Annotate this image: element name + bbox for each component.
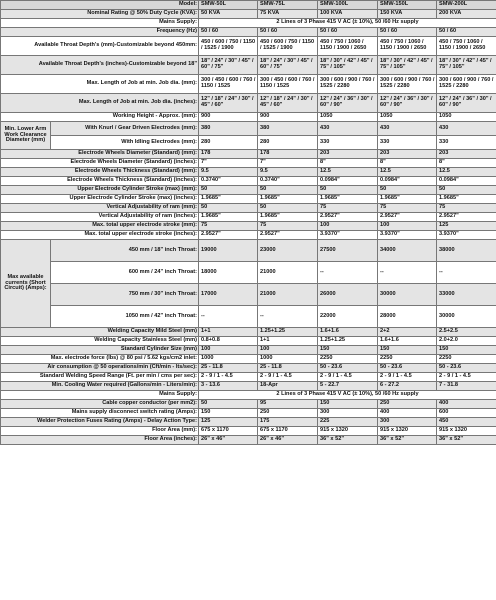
row-value: 50 - 23.6 [378,364,437,373]
spec-row [1,37,496,56]
row-value: 75 [318,204,378,213]
row-value: 8" [437,159,496,168]
row-group-label: Min. Lower Arm Work Clearance Diameter (mm) [1,122,51,150]
row-label: Max. Length of Job at min. Job dia. (mm): [1,75,199,94]
spec-row [1,240,496,262]
spec-row [1,195,496,204]
row-label: Welding Capacity Stainless Steel (mm) [1,337,199,346]
row-value: 2 - 9 / 1 - 4.5 [437,373,496,382]
row-value: 30000 [378,284,437,306]
row-value: 50 / 60 [378,28,437,37]
header-row [1,1,496,10]
row-value: 50 [318,186,378,195]
row-value: 27500 [318,240,378,262]
row-value: 2250 [437,355,496,364]
row-value: 203 [318,150,378,159]
spec-row [1,75,496,94]
row-value: 150 [437,346,496,355]
row-value: 34000 [378,240,437,262]
row-value: 75 [258,222,318,231]
row-value: 915 x 1320 [378,427,437,436]
row-label: With Knurl / Gear Driven Electrodes (mm): [51,122,199,136]
row-value: 1000 [199,355,258,364]
spec-row [1,204,496,213]
row-value: 380 [199,122,258,136]
row-value: 203 [437,150,496,159]
row-value: 203 [378,150,437,159]
row-value: 100 [258,346,318,355]
row-value: 12.5 [318,168,378,177]
row-value: 2.9527" [378,213,437,222]
row-value: 50 [199,204,258,213]
spec-row [1,231,496,240]
row-value: 2.5+2.5 [437,328,496,337]
row-value: 9.5 [199,168,258,177]
row-value: 300 / 600 / 900 / 760 / 1525 / 2280 [437,75,496,94]
row-value: 2.9527" [199,231,258,240]
spec-row [1,328,496,337]
row-value: 380 [258,122,318,136]
row-value: 450 / 750 / 1060 / 1150 / 1900 / 2650 [318,37,378,56]
row-value: 2250 [318,355,378,364]
row-value: 2 - 9 / 1 - 4.5 [258,373,318,382]
row-value: 600 [437,409,496,418]
row-value: 1.9685" [258,195,318,204]
row-value: 200 KVA [437,10,496,19]
spec-row [1,222,496,231]
row-value: 8" [318,159,378,168]
row-value: 280 [258,136,318,150]
row-value: 1.25+1.25 [258,328,318,337]
row-value: 75 [378,204,437,213]
row-value: 36" x 52" [318,436,378,445]
row-value: 2 - 9 / 1 - 4.5 [199,373,258,382]
row-value: 18000 [199,262,258,284]
spec-row [1,355,496,364]
row-value: 1050 [378,113,437,122]
row-value: 150 [199,409,258,418]
spec-row [1,159,496,168]
row-label: Mains Supply: [1,391,199,400]
row-value: 25 - 11.8 [199,364,258,373]
spec-row [1,150,496,159]
row-value: 50 [378,186,437,195]
model-name: SMW-50L [199,1,258,10]
row-value: 33000 [437,284,496,306]
row-label: Welder Protection Fuses Rating (Amps) - Delay Action Type: [1,418,199,427]
spec-row [1,382,496,391]
row-group-label: Max available currents (Short Circuit) (Amps): [1,240,51,328]
row-value: 0.3740" [258,177,318,186]
spec-row [1,10,496,19]
row-value: 330 [437,136,496,150]
row-value: 95 [258,400,318,409]
spec-row [1,373,496,382]
row-value: 175 [258,418,318,427]
row-value: 280 [199,136,258,150]
row-value: 1.6+1.6 [318,328,378,337]
row-value: 1050 [437,113,496,122]
row-value: 0.8+0.8 [199,337,258,346]
row-value: 300 / 600 / 900 / 760 / 1525 / 2280 [318,75,378,94]
row-value: 50 / 60 [437,28,496,37]
row-value: 28000 [378,306,437,328]
row-label: Frequency (Hz) [1,28,199,37]
spec-row [1,337,496,346]
row-value: 12" / 18" / 24" / 30" / 45" / 60" [199,94,258,113]
spec-row [1,427,496,436]
row-value: 75 [437,204,496,213]
row-label: Working Height - Approx. (mm): [1,113,199,122]
row-label: Vertical Adjustability of ram (mm): [1,204,199,213]
row-value: 178 [199,150,258,159]
row-value: 2.0+2.0 [437,337,496,346]
spec-row [1,409,496,418]
row-value: 125 [437,222,496,231]
row-label: Max. Length of Job at min. Job dia. (inches): [1,94,199,113]
model-name: SMW-100L [318,1,378,10]
row-value: 900 [199,113,258,122]
row-value: 7" [199,159,258,168]
row-value: 12.5 [378,168,437,177]
row-label: Floor Area (mm): [1,427,199,436]
row-label: Electrode Wheels Thickness (Standard) (inches): [1,177,199,186]
row-value: 22000 [318,306,378,328]
row-value: 3.9370" [318,231,378,240]
row-value: 7 - 31.8 [437,382,496,391]
row-value: 430 [318,122,378,136]
row-value: 300 [378,418,437,427]
row-label: 450 mm / 18" inch Throat: [51,240,199,262]
spec-row [1,418,496,427]
spec-row [1,306,496,328]
row-value: 225 [318,418,378,427]
row-value: 2+2 [378,328,437,337]
row-label: Standard Cylinder Size (mm) [1,346,199,355]
row-value: 21000 [258,284,318,306]
row-value: 400 [437,400,496,409]
row-label: Nominal Rating @ 50% Duty Cycle (KVA): [1,10,199,19]
row-value: 300 / 600 / 900 / 760 / 1525 / 2280 [378,75,437,94]
row-value: 50 - 23.6 [318,364,378,373]
row-value: -- [258,306,318,328]
row-value: 400 [378,409,437,418]
row-value: 330 [378,136,437,150]
row-value: 36" x 52" [437,436,496,445]
row-value: 26000 [318,284,378,306]
row-value: 3 - 13.6 [199,382,258,391]
row-value: 2.9527" [258,231,318,240]
spec-row [1,346,496,355]
spec-row [1,113,496,122]
spec-row [1,94,496,113]
row-value: 430 [378,122,437,136]
row-value: 6 - 27.2 [378,382,437,391]
row-value: 18" / 30" / 42" / 45" / 75" / 105" [318,56,378,75]
row-value: 430 [437,122,496,136]
row-label: Mains Supply: [1,19,199,28]
row-value: 250 [258,409,318,418]
row-value: 300 / 450 / 600 / 760 / 1150 / 1525 [199,75,258,94]
row-label: Max. electrode force (lbs) @ 80 psi / 5.62 kgs/cm2 inlet: [1,355,199,364]
spec-row [1,400,496,409]
row-value: 2250 [378,355,437,364]
row-value: 36" x 52" [378,436,437,445]
row-value: 23000 [258,240,318,262]
row-value: 100 [199,346,258,355]
row-value: 50 / 60 [258,28,318,37]
row-value: 450 / 750 / 1060 / 1150 / 1900 / 2650 [378,37,437,56]
row-value: 50 KVA [199,10,258,19]
row-value: 0.0984" [378,177,437,186]
row-value: 50 / 60 [318,28,378,37]
row-value: 1.25+1.25 [318,337,378,346]
row-value: 75 KVA [258,10,318,19]
row-label: Cable copper conductor (per mm2): [1,400,199,409]
row-value: 18" / 24" / 30" / 45" / 60" / 75" [258,56,318,75]
row-value: 2.9527" [437,213,496,222]
row-value: 0.0984" [437,177,496,186]
row-value: 450 / 600 / 750 / 1150 / 1525 / 1900 [258,37,318,56]
row-label: Vertical Adjustability of ram (inches): [1,213,199,222]
row-value: 450 / 600 / 750 / 1150 / 1525 / 1900 [199,37,258,56]
row-value: 50 [258,186,318,195]
row-value: 100 [318,222,378,231]
row-value: 26" x 46" [199,436,258,445]
spec-row [1,168,496,177]
row-value: 150 [378,346,437,355]
model-name: SMW-75L [258,1,318,10]
row-value: 38000 [437,240,496,262]
row-value: 50 / 60 [199,28,258,37]
row-value: 18" / 24" / 30" / 45" / 60" / 75" [199,56,258,75]
row-label: 1050 mm / 42" inch Throat: [51,306,199,328]
model-name: SMW-150L [378,1,437,10]
row-value: 12" / 24" / 36" / 30" / 60" / 90" [318,94,378,113]
row-value: 675 x 1170 [199,427,258,436]
row-value: 1.9685" [199,195,258,204]
row-value: 300 / 450 / 600 / 760 / 1150 / 1525 [258,75,318,94]
row-value: 1.9685" [258,213,318,222]
row-label: Electrode Wheels Thickness (Standard) (mm): [1,168,199,177]
row-value: 1.9685" [318,195,378,204]
spec-row [1,436,496,445]
row-value: 178 [258,150,318,159]
row-value: 250 [378,400,437,409]
row-value: 25 - 11.8 [258,364,318,373]
row-label: Air consumption @ 50 operations/min (Cft/min - lts/sec): [1,364,199,373]
row-label: Welding Capacity Mild Steel (mm) [1,328,199,337]
row-label: Available Throat Depth's (mm)-Customizable beyond 450mm: [1,37,199,56]
spec-row [1,19,496,28]
row-value: 450 [437,418,496,427]
row-value: 7" [258,159,318,168]
row-value: 125 [199,418,258,427]
row-value: 915 x 1320 [318,427,378,436]
row-value: 150 [318,400,378,409]
row-value: -- [437,262,496,284]
row-label: Electrode Wheels Diameter (Standard) (inches): [1,159,199,168]
row-value: 2.9527" [318,213,378,222]
row-value: 915 x 1320 [437,427,496,436]
row-label: Max. total upper electrode stroke (mm): [1,222,199,231]
row-label: Min. Cooling Water required (Gallons/min - Liters/min): [1,382,199,391]
row-value: 18" / 30" / 42" / 45" / 75" / 105" [437,56,496,75]
spec-row [1,186,496,195]
row-value: 5 - 22.7 [318,382,378,391]
row-value: 50 [437,186,496,195]
spec-row [1,177,496,186]
spec-row [1,364,496,373]
row-label: Standard Welding Speed Range (Ft. per min / cms per sec): [1,373,199,382]
row-value: 150 KVA [378,10,437,19]
row-value: 75 [199,222,258,231]
row-span-value: 2 Lines of 3 Phase 415 V AC (± 10%), 50 /60 Hz supply [199,391,496,400]
row-value: 12" / 24" / 36" / 30" / 60" / 90" [437,94,496,113]
row-value: 2 - 9 / 1 - 4.5 [378,373,437,382]
row-label: Available Throat Depth's (inches)-Customizable beyond 18" [1,56,199,75]
header-label: Model: [1,1,199,10]
row-value: 8" [378,159,437,168]
row-value: 1.9685" [199,213,258,222]
row-value: 9.5 [258,168,318,177]
row-value: -- [318,262,378,284]
row-value: 1050 [318,113,378,122]
row-value: 150 [318,346,378,355]
row-value: 900 [258,113,318,122]
row-value: 30000 [437,306,496,328]
row-label: Max. total upper electrode stroke (inches): [1,231,199,240]
row-label: Electrode Wheels Diameter (Standard) (mm): [1,150,199,159]
spec-row [1,136,496,150]
row-value: 0.3740" [199,177,258,186]
row-label: Mains supply disconnect switch rating (Amps): [1,409,199,418]
spec-row [1,56,496,75]
row-value: 50 [199,186,258,195]
row-value: 300 [318,409,378,418]
row-value: 17000 [199,284,258,306]
row-value: 0.0984" [318,177,378,186]
row-value: 100 [378,222,437,231]
row-label: With Idling Electrodes (mm): [51,136,199,150]
row-value: 50 [199,400,258,409]
row-value: 50 [258,204,318,213]
row-value: 12" / 24" / 36" / 30" / 60" / 90" [378,94,437,113]
row-label: 600 mm / 24" inch Throat: [51,262,199,284]
row-value: 330 [318,136,378,150]
row-value: 675 x 1170 [258,427,318,436]
row-value: 1+1 [199,328,258,337]
row-value: 3.9370" [437,231,496,240]
row-value: 12.5 [437,168,496,177]
spec-row [1,391,496,400]
row-value: 1+1 [258,337,318,346]
spec-row [1,262,496,284]
row-value: -- [199,306,258,328]
spec-row [1,284,496,306]
row-label: Floor Area (inches): [1,436,199,445]
row-value: 1.6+1.6 [378,337,437,346]
row-value: 50 - 23.6 [437,364,496,373]
row-value: 1000 [258,355,318,364]
row-value: 12" / 18" / 24" / 30" / 45" / 60" [258,94,318,113]
row-value: -- [378,262,437,284]
model-name: SMW-200L [437,1,496,10]
row-label: Upper Electrode Cylinder Stroke (max) (inches): [1,195,199,204]
row-value: 21000 [258,262,318,284]
row-value: 1.9685" [437,195,496,204]
row-value: 18-Apr [258,382,318,391]
spec-row [1,122,496,136]
row-span-value: 2 Lines of 3 Phase 415 V AC (± 10%), 50 /60 Hz supply [199,19,496,28]
spec-row [1,28,496,37]
row-value: 450 / 750 / 1060 / 1150 / 1900 / 2650 [437,37,496,56]
row-value: 100 KVA [318,10,378,19]
spec-row [1,213,496,222]
row-value: 3.9370" [378,231,437,240]
row-label: Upper Electrode Cylinder Stroke (max) (mm): [1,186,199,195]
row-label: 750 mm / 30" inch Throat: [51,284,199,306]
row-value: 26" x 46" [258,436,318,445]
row-value: 1.9685" [378,195,437,204]
row-value: 18" / 30" / 42" / 45" / 75" / 105" [378,56,437,75]
row-value: 2 - 9 / 1 - 4.5 [318,373,378,382]
row-value: 19000 [199,240,258,262]
